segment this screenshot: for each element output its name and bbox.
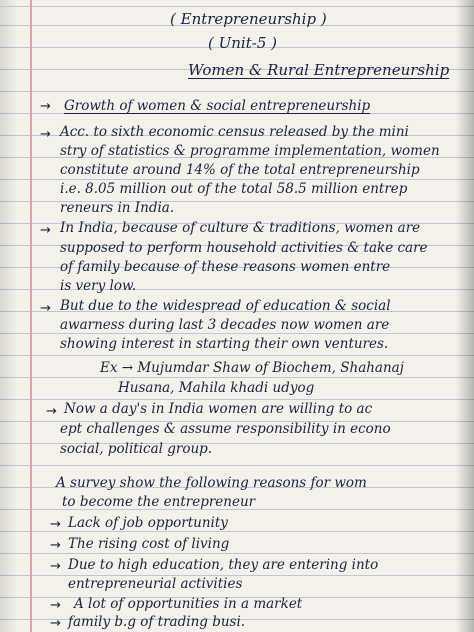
note-line: social, political group. bbox=[60, 441, 213, 457]
bullet-arrow: → bbox=[50, 598, 61, 613]
reason-line: A lot of opportunities in a market bbox=[74, 596, 303, 612]
bullet-arrow: → bbox=[50, 559, 61, 574]
note-line: Acc. to sixth economic census released by the mini bbox=[60, 124, 409, 140]
survey-line: to become the entrepreneur bbox=[62, 494, 256, 510]
reason-line: The rising cost of living bbox=[68, 536, 230, 552]
bullet-arrow: → bbox=[46, 404, 57, 419]
bullet-arrow: → bbox=[40, 301, 51, 316]
note-line: reneurs in India. bbox=[60, 200, 175, 216]
note-line: Now a day's in India women are willing to ac bbox=[64, 401, 373, 417]
example-line: Ex → Mujumdar Shaw of Biochem, Shahanaj bbox=[100, 360, 404, 376]
unit-heading: ( Unit-5 ) bbox=[208, 34, 277, 52]
note-line: is very low. bbox=[60, 278, 137, 294]
bullet-arrow: → bbox=[50, 517, 61, 532]
margin-line bbox=[30, 0, 32, 632]
example-line: Husana, Mahila khadi udyog bbox=[118, 380, 315, 396]
reason-line: Lack of job opportunity bbox=[68, 515, 228, 531]
bullet-arrow: → bbox=[40, 223, 51, 238]
note-line: ept challenges & assume responsibility in econo bbox=[60, 421, 391, 437]
note-line: constitute around 14% of the total entrepreneurship bbox=[60, 162, 420, 178]
note-line: of family because of these reasons women entre bbox=[60, 259, 391, 275]
reason-line: Due to high education, they are entering into bbox=[68, 557, 379, 573]
note-line: i.e. 8.05 million out of the total 58.5 million entrep bbox=[60, 181, 408, 197]
note-line: stry of statistics & programme implementation, women bbox=[60, 143, 440, 159]
note-line: But due to the widespread of education & social bbox=[60, 298, 391, 314]
reason-line: entrepreneurial activities bbox=[68, 576, 243, 592]
bullet-arrow: → bbox=[50, 616, 61, 631]
note-line: awarness during last 3 decades now women are bbox=[60, 317, 390, 333]
bullet-arrow: → bbox=[50, 538, 61, 553]
top-rule bbox=[0, 6, 474, 7]
bullet-arrow: → bbox=[40, 99, 51, 114]
note-line: supposed to perform household activities & take care bbox=[60, 240, 428, 256]
survey-line: A survey show the following reasons for wom bbox=[56, 475, 367, 491]
topic-heading: Women & Rural Entrepreneurship bbox=[188, 61, 450, 79]
section-heading-growth: Growth of women & social entrepreneurship bbox=[64, 98, 371, 114]
reason-line: family b.g of trading busi. bbox=[68, 614, 246, 630]
page-edge-shadow bbox=[456, 0, 474, 632]
bullet-arrow: → bbox=[40, 127, 51, 142]
subject-heading: ( Entrepreneurship ) bbox=[170, 10, 327, 28]
note-line: showing interest in starting their own ventures. bbox=[60, 336, 389, 352]
note-line: In India, because of culture & traditions, women are bbox=[60, 220, 421, 236]
